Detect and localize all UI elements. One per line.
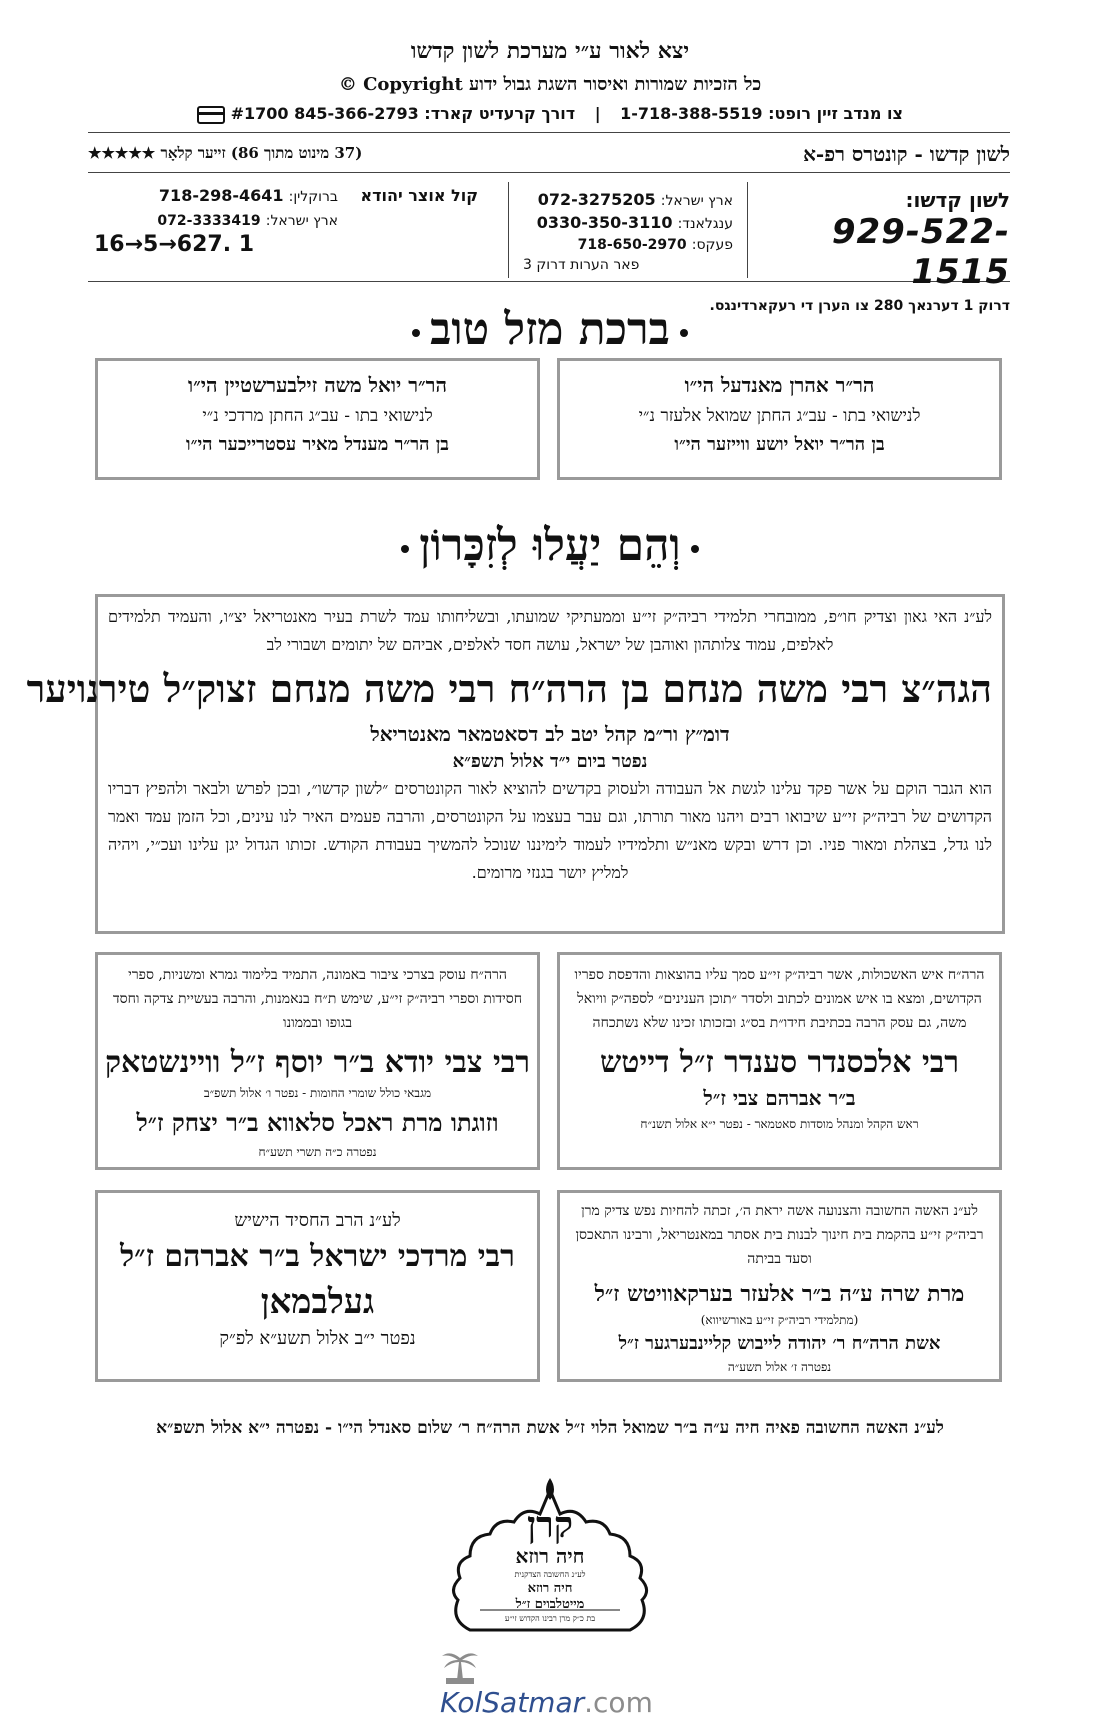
gelbman-intro: לע״נ הרב החסיד הישיש xyxy=(234,1210,401,1231)
memorial-position: דומ״ץ ור״מ קהל יטב לב דסאטמאר מאנטריאל xyxy=(370,722,730,746)
england-label: ענגלאנד: xyxy=(677,216,733,232)
contact-panel xyxy=(88,182,1010,314)
main-phone[interactable]: 929-522-1515 xyxy=(831,212,1010,292)
memorial-box-dietsch xyxy=(557,952,1002,1170)
divider xyxy=(88,132,1010,133)
kol-menu-code: 16→5→627. 1 xyxy=(94,232,255,257)
brooklyn-phone[interactable]: 718-298-4641 xyxy=(158,186,284,205)
fax-label: פעקס: xyxy=(691,237,733,253)
donation-line xyxy=(0,104,1100,124)
logo-sub3: מייטלבוים ז״ל xyxy=(515,1597,585,1612)
brooklyn-label: ברוקלין: xyxy=(288,189,338,205)
subheader xyxy=(88,142,1010,168)
contact-title: לשון קדשו: xyxy=(905,188,1010,212)
credit-card-line: דורך קרעדיט קארד: 845-366-2793 #1700 xyxy=(230,104,576,123)
weinstock-note: מגבאי כולל שומרי החומות - נפטר ו׳ אלול תשפ״ב xyxy=(203,1086,432,1100)
weinstock-text: הרה״ח עוסק בצרכי ציבור באמונה, התמיד בלימוד גמרא ומשניות, ספרי חסידות וספרי רביה״ק זי״ע, שימש ת״ח בנאמנות, והרבה בעשיית צדקה וחסד בגופו ובממונו xyxy=(112,967,523,1031)
england-phone[interactable]: 0330-350-3110 xyxy=(536,213,673,232)
clarity-rating: (37 מינוט מתוך 86) זייער קלאָר ★★★★★ xyxy=(88,144,363,162)
logo-keren: קרן xyxy=(526,1504,574,1546)
memorial-box-gelbman xyxy=(95,1190,540,1382)
bullet-icon xyxy=(680,329,688,337)
kol-otzar-contact xyxy=(88,182,478,282)
memorial-name: הגה״צ רבי משה מנחם בן הרה״ח רבי משה מנחם זצוק״ל טירנויער xyxy=(26,666,992,711)
publisher-line: יצא לאור ע״י מערכת לשון קדשו xyxy=(410,38,690,64)
occasion-line: לנישואי בתו - עב״ג החתן מרדכי נ״י xyxy=(202,406,433,426)
separator: | xyxy=(594,104,601,123)
palm-tree-icon xyxy=(440,1646,480,1686)
celebrant-name: הר״ר יואל משה זילבערשטיין הי״ו xyxy=(188,373,447,397)
kleinberger-name: מרת שרה ע״ה ב״ר אלעזר בערקאוויטש ז״ל xyxy=(594,1281,965,1307)
groom-father-line: בן הר״ר יואל יושע ווייזער הי״ו xyxy=(674,434,885,455)
footer-memorial-line: לע״נ האשה החשובה פאיה חיה ע״ה ב״ר שמואל הלוי ז״ל אשת הרה״ח ר׳ שלום סאנדל הי״ו - נפטרה י״א אלול תשפ״א xyxy=(156,1418,944,1438)
logo-sub4: בת כ״ק מרן רבינו הקדוש זי״ע xyxy=(504,1614,596,1623)
logo-name: חיה רוזא xyxy=(515,1544,585,1568)
weinstock-wife: וזוגתו מרת ראכל סלאווא ב״ר יצחק ז״ל xyxy=(136,1108,499,1137)
memorial-date: נפטר ביום י״ד אלול תשפ״א xyxy=(452,751,648,772)
site-brand: KolSatmar xyxy=(440,1686,585,1719)
kol-israel-label: ארץ ישראל: xyxy=(265,213,338,229)
copyright-line: כל הזכיות שמורות ואיסור השגת גבול ידוע Copyright © xyxy=(338,74,762,95)
notes-line: פאר הערות דרוק 3 xyxy=(523,257,640,273)
memorial-box-weinstock xyxy=(95,952,540,1170)
memorial-box-kleinberger xyxy=(557,1190,1002,1382)
gelbman-name: רבי מרדכי ישראל ב״ר אברהם ז״ל xyxy=(120,1239,515,1274)
kolsatmar-logo xyxy=(440,1646,700,1719)
groom-father-line: בן הר״ר מענדל מאיר עסטרייכער הי״ו xyxy=(186,434,449,455)
logo-sub2: חיה רוזא xyxy=(527,1581,573,1596)
print-note: דרוק 1 דערנאך 280 צו הערן די רעקארדינגס. xyxy=(709,298,1010,314)
memorial-intro: לע״נ האי גאון וצדיק חו״פ, ממובחרי תלמידי רביה״ק זי״ע וממעתיקי שמועתו, ובשליחותו עמד לשרת בעיר מאנטריאל יצ״ו, והעמיד תלמידים לאלפים, עמוד צלותהון ואוהבן של ישראל, עושה חסד לאלפים, אביהם של יתומים ושבורי לב xyxy=(108,607,992,654)
israel-phone[interactable]: 072-3275205 xyxy=(537,190,656,209)
dietsch-father: ב״ר אברהם צבי ז״ל xyxy=(703,1086,856,1110)
credit-card-icon xyxy=(197,106,225,124)
dietsch-name: רבי אלכסנדר סענדר ז״ל דייטש xyxy=(599,1045,960,1080)
donation-phone: צו מנדב זיין רופט: 1-718-388-5519 xyxy=(620,104,903,123)
keren-logo xyxy=(440,1470,660,1640)
gelbman-date: נפטר י״ב אלול תשע״א לפ״ק xyxy=(219,1328,416,1349)
dietsch-text: הרה״ח איש האשכולות, אשר רביה״ק זי״ע סמך עליו בהוצאות והדפסת ספריו הקדושים, ומצא בו איש אמונים לכתוב ולסדר ״תוכן הענינים״ לספה״ק וויואל משה, גם עסק הרבה בכתיבת חידו״ת בס״ג ובזכותו זכינו שלא נשתכחה xyxy=(574,967,985,1031)
kleinberger-date: נפטרה ז׳ אלול תשע״ה xyxy=(727,1360,832,1374)
kuntres-title: לשון קדשו - קונטרס רפ-א xyxy=(803,142,1010,166)
intl-contacts xyxy=(508,182,748,278)
gelbman-surname: געלבמאן xyxy=(260,1282,375,1322)
bullet-icon xyxy=(401,545,409,553)
memorial-box-main xyxy=(26,594,1005,934)
israel-label: ארץ ישראל: xyxy=(660,193,733,209)
mazel-tov-box-left xyxy=(95,358,540,480)
bullet-icon xyxy=(412,329,420,337)
occasion-line: לנישואי בתו - עב״ג החתן שמואל אלעזר נ״י xyxy=(638,406,921,426)
kleinberger-text: לע״נ האשה החשובה והצנועה אשה יראת ה׳, זכתה להחיות נפש צדיק מרן רביה״ק זי״ע בהקמת בית חינוך לבנות בית אסתר במאנטריאל, ורבינו התאכסן וסעד בביתה xyxy=(575,1203,984,1267)
weinstock-name: רבי צבי יודא ב״ר יוסף ז״ל וויינשטאק xyxy=(104,1045,531,1080)
logo-sub1: לע״נ החשובה הצדקנית xyxy=(514,1570,586,1579)
mazel-tov-box-right xyxy=(557,358,1002,480)
mazel-tov-title: ברכת מזל טוב xyxy=(0,304,1100,355)
memorial-body: הוא הגבר הוקם על אשר פקד עלינו לגשת אל העבודה ולעסוק בקדשים להוציא לאור הקונטרסים ״לשון קדשו״, ובכן לפרש ולבאר ולהפיץ דבריו הקדושים של רביה״ק זי״ע שיבואו רבים ויהנו מאור תורתו, וגם עבר בעצמו על הקונטרסים, והרבה פעמים האיר לנו עינים, וכל הזמן עמד ואמר לנו גדל, בצהלת ומאור פניו. וכן דרש ובקש מאנ״ש ותלמידיו לעמוד לימיננו שנוכל להמשיך בעבודת הקודש. זכותו הגדול יגן עלינו ועכ״י, ויהיה למליץ יושר בגנזי מרומים. xyxy=(108,779,992,882)
memorial-title: וְהֵם יַעֲלוּ לְזִכָּרוֹן xyxy=(0,520,1100,571)
celebrant-name: הר״ר אהרן מאנדעל הי״ו xyxy=(684,373,875,397)
kleinberger-note: (מתלמידי רביה״ק זי״ע באורשיווא) xyxy=(700,1313,859,1327)
kol-title: קול אוצר יהודא xyxy=(360,186,478,205)
weinstock-wife-date: נפטרה כ״ה תשרי תשע״ח xyxy=(258,1145,377,1159)
dietsch-footer: ראש הקהל ומנהל מוסדות סאטמאר - נפטר י״א אלול תשנ״ח xyxy=(640,1117,919,1131)
divider xyxy=(88,172,1010,173)
fax-phone[interactable]: 718-650-2970 xyxy=(577,237,687,253)
kleinberger-husband: אשת הרה״ח ר׳ יהודה לייבוש קליינבערגער ז״ל xyxy=(618,1333,941,1354)
bullet-icon xyxy=(691,545,699,553)
kol-israel-phone[interactable]: 072-3333419 xyxy=(157,213,261,229)
site-tld: .com xyxy=(584,1686,653,1719)
